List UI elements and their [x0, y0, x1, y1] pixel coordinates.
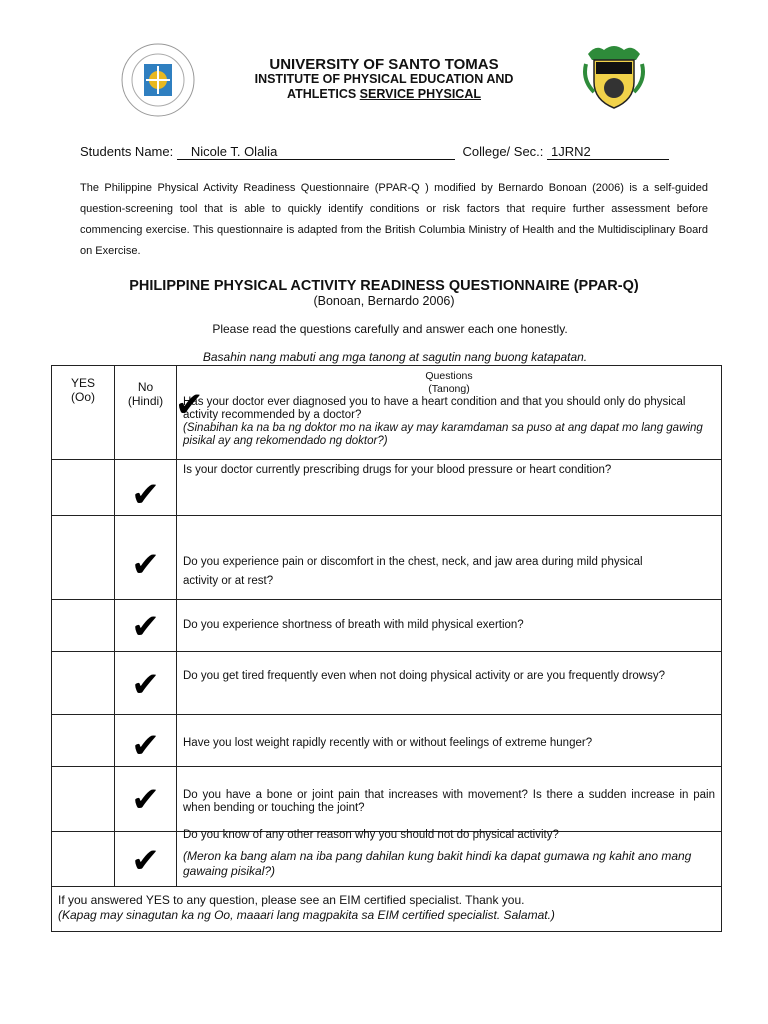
question-text: Do you have a bone or joint pain that increases with movement? Is there a sudden increase in pain when bending or touching the joint? [183, 789, 715, 814]
answer-yes-cell [52, 715, 115, 767]
question-text: Do you get tired frequently even when not doing physical activity or are you frequently drowsy? [183, 670, 665, 682]
table-row [52, 516, 722, 600]
institute-line-1: INSTITUTE OF PHYSICAL EDUCATION AND [254, 72, 514, 86]
question-text: Has your doctor ever diagnosed you to have a heart condition and that you should only do physical activity recommended by a doctor? [183, 396, 686, 421]
footer-note-cell [52, 887, 722, 932]
no-label: No [137, 380, 154, 394]
table-row [52, 600, 722, 652]
answer-yes-cell [52, 832, 115, 887]
answer-yes-cell [52, 767, 115, 832]
check-mark-icon: ✔ [131, 780, 160, 820]
footer-note: If you answered YES to any question, please see an EIM certified specialist. Thank you. [58, 893, 525, 907]
answer-no-cell [115, 516, 177, 600]
table-row [52, 652, 722, 715]
questionnaire-title: PHILIPPINE PHYSICAL ACTIVITY READINESS QUESTIONNAIRE (PPAR-Q) [129, 278, 639, 294]
no-label-tagalog: (Hindi) [127, 394, 164, 408]
question-cell [177, 516, 722, 600]
question-text-tagalog: (Meron ka bang alam na iba pang dahilan kung bakit hindi ka dapat gumawa ng kahit ano mang gawaing pisikal?) [183, 849, 692, 878]
answer-no-cell [115, 832, 177, 887]
question-cell [177, 767, 722, 832]
answer-yes-cell [52, 516, 115, 600]
answer-no-cell [115, 715, 177, 767]
institute-title [0, 72, 768, 102]
institute-line-2-underlined: SERVICE PHYSICAL [359, 87, 481, 101]
check-mark-icon: ✔ [131, 545, 160, 585]
table-row [52, 887, 722, 932]
student-name-label: Students Name: [80, 144, 174, 159]
question-cell [177, 715, 722, 767]
question-cell [177, 829, 722, 887]
instructions: Please read the questions carefully and answer each one honestly. [212, 322, 568, 336]
questionnaire-table [51, 365, 722, 932]
footer-note-tagalog: (Kapag may sinagutan ka ng Oo, maaari lang magpakita sa EIM certified specialist. Salamat.) [58, 908, 555, 922]
university-title: UNIVERSITY OF SANTO TOMAS [269, 56, 499, 73]
questions-label-tagalog: (Tanong) [428, 383, 470, 395]
check-mark-icon: ✔ [131, 665, 160, 705]
answer-yes-cell [52, 600, 115, 652]
question-cell [177, 366, 722, 460]
question-text: Do you know of any other reason why you should not do physical activity? [183, 829, 559, 841]
yes-column-header [52, 366, 115, 460]
check-mark-icon: ✔ [131, 475, 160, 515]
questionnaire-citation: (Bonoan, Bernardo 2006) [313, 294, 455, 308]
check-mark-icon: ✔ [131, 726, 160, 766]
question-cell [177, 600, 722, 652]
question-text-tagalog: (Sinabihan ka na ba ng doktor mo na ikaw ay may karamdaman sa puso at ang dapat mo lang gawing pisikal ay ang rekomendado ng doktor?) [183, 422, 703, 447]
student-info [80, 144, 669, 160]
question-cell [177, 460, 722, 516]
yes-label: YES [70, 376, 95, 390]
table-row [52, 366, 722, 460]
answer-yes-cell [52, 460, 115, 516]
table-row [52, 460, 722, 516]
check-mark-icon: ✔ [131, 607, 160, 647]
answer-no-cell [115, 767, 177, 832]
institute-line-2 [0, 87, 768, 102]
question-text: Do you experience pain or discomfort in the chest, neck, and jaw area during mild physical activity or at rest? [183, 556, 643, 587]
check-mark-icon: ✔ [175, 385, 204, 425]
instructions-tagalog: Basahin nang mabuti ang mga tanong at sagutin nang buong katapatan. [202, 350, 588, 364]
question-text: Do you experience shortness of breath with mild physical exertion? [183, 619, 524, 631]
intro-paragraph: The Philippine Physical Activity Readiness Questionnaire (PPAR-Q ) modified by Bernardo Bonoan (2006) is a self-guided question-screening tool that is able to quickly identify conditions or risk factors that require further assessment before commencing exercise. This questionnaire is adapted from the British Columbia Ministry of Health and the Multidisciplinary Board on Exercise. [80, 182, 708, 257]
table-row [52, 832, 722, 887]
yes-label-tagalog: (Oo) [71, 390, 95, 404]
institute-line-2-prefix: ATHLETICS [286, 87, 360, 101]
answer-no-cell [115, 600, 177, 652]
college-value: 1JRN2 [547, 144, 669, 160]
student-name-value: Nicole T. Olalia [177, 144, 455, 160]
question-cell [177, 652, 722, 715]
table-row [52, 767, 722, 832]
questions-label: Questions [425, 370, 473, 382]
answer-no-cell [115, 460, 177, 516]
check-mark-icon: ✔ [131, 841, 160, 881]
question-text: Have you lost weight rapidly recently with or without feelings of extreme hunger? [183, 737, 593, 749]
answer-no-cell [115, 366, 177, 460]
answer-yes-cell [52, 652, 115, 715]
question-text: Is your doctor currently prescribing drugs for your blood pressure or heart condition? [183, 464, 612, 476]
answer-no-cell [115, 652, 177, 715]
college-label: College/ Sec.: [462, 144, 544, 159]
table-row [52, 715, 722, 767]
